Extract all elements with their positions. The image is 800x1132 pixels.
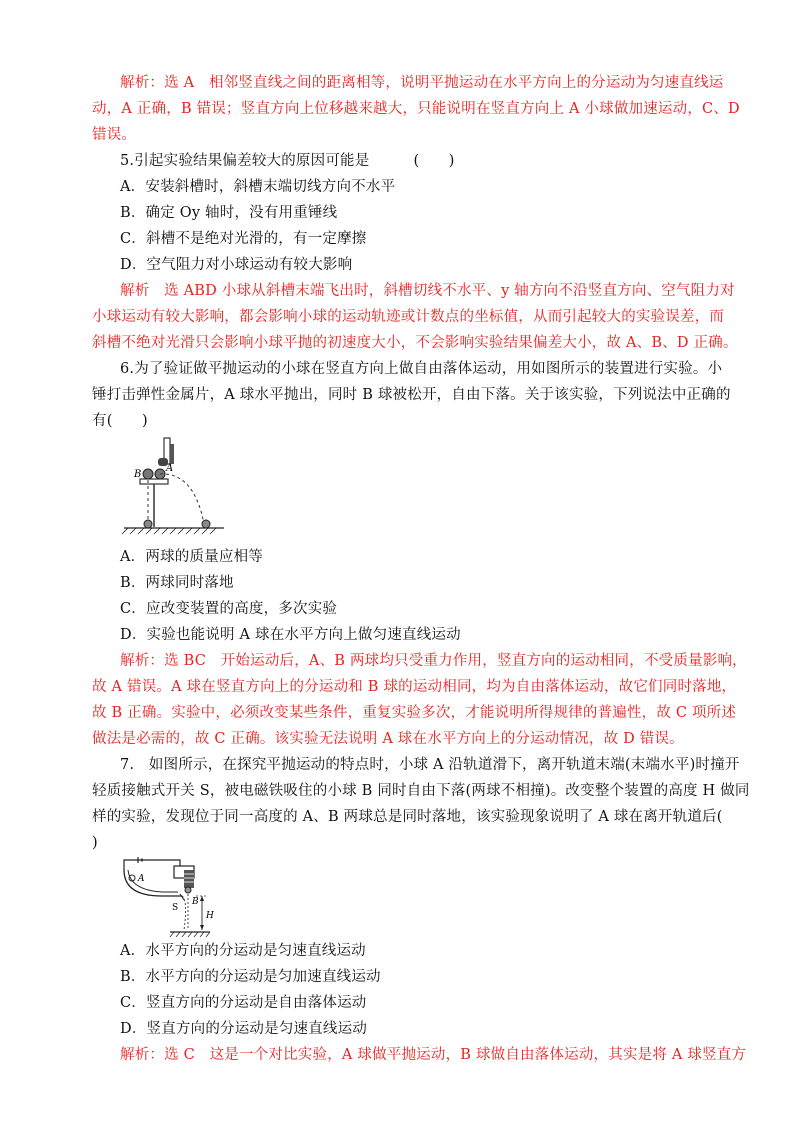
q5-stem: 5.引起实验结果偏差较大的原因可能是 ( ) <box>120 153 455 169</box>
q5-option-c: C．斜槽不是绝对光滑的，有一定摩擦 <box>120 231 367 247</box>
q6-option-b: B．两球同时落地 <box>120 575 234 591</box>
q4-analysis-line-3: 错误。 <box>92 127 137 143</box>
q5-analysis-line-2: 小球运动有较大影响，都会影响小球的运动轨迹或计数点的坐标值，从而引起较大的实验误差，而 <box>92 309 725 325</box>
q6-stem-line-1: 6.为了验证做平抛运动的小球在竖直方向上做自由落体运动，用如图所示的装置进行实验。小 <box>120 361 723 377</box>
q6-stem-line-3: 有( ) <box>92 413 148 429</box>
q7-stem-line-4: ) <box>92 835 98 851</box>
document-page <box>92 70 750 1068</box>
q6-analysis-line-2: 故 A 错误。A 球在竖直方向上的分运动和 B 球的运动相同，均为自由落体运动，故它们同时落地， <box>92 679 737 695</box>
q7-stem-line-2: 轻质接触式开关 S，被电磁铁吸住的小球 B 同时自由下落(两球不相撞)。改变整个装置的高度 H 做同 <box>92 783 750 799</box>
q7-option-b: B．水平方向的分运动是匀加速直线运动 <box>120 969 381 985</box>
q5-option-d: D．空气阻力对小球运动有较大影响 <box>120 257 353 273</box>
q7-option-a: A．水平方向的分运动是匀速直线运动 <box>120 943 366 959</box>
q7-option-d: D．竖直方向的分运动是匀速直线运动 <box>120 1021 368 1037</box>
q6-apparatus-diagram <box>114 434 254 544</box>
q7-stem-line-1: 7. 如图所示，在探究平抛运动的特点时，小球 A 沿轨道滑下，离开轨道末端(末端水平)时撞开 <box>120 757 740 773</box>
q7-apparatus-diagram <box>118 856 248 938</box>
q6-figure <box>92 434 712 544</box>
q7-stem-line-3: 样的实验，发现位于同一高度的 A、B 两球总是同时落地，该实验现象说明了 A 球在离开轨道后( <box>92 809 723 825</box>
q6-option-d: D．实验也能说明 A 球在水平方向上做匀速直线运动 <box>120 627 461 643</box>
q6-option-c: C．应改变装置的高度，多次实验 <box>120 601 338 617</box>
q5-analysis-line-3: 斜槽不绝对光滑只会影响小球平抛的初速度大小，不会影响实验结果偏差大小，故 A、B、D 正确。 <box>92 335 738 351</box>
q5-analysis-line-1: 解析 选 ABD 小球从斜槽末端飞出时，斜槽切线不水平、y 轴方向不沿竖直方向、空气阻力对 <box>120 283 735 299</box>
q6-label-a: A <box>166 463 174 474</box>
q7-option-c: C．竖直方向的分运动是自由落体运动 <box>120 995 367 1011</box>
q4-analysis-line-1: 解析：选 A 相邻竖直线之间的距离相等，说明平抛运动在水平方向上的分运动为匀速直线运 <box>120 75 724 91</box>
q6-analysis-line-3: 故 B 正确。实验中，必须改变某些条件，重复实验多次，才能说明所得规律的普遍性，故 C 项所述 <box>92 705 737 721</box>
q7-analysis-line-1: 解析：选 C 这是一个对比实验，A 球做平抛运动，B 球做自由落体运动，其实是将 A 球竖直方 <box>120 1047 747 1063</box>
q7-figure <box>92 856 712 938</box>
q7-label-a: A <box>138 874 145 884</box>
q6-analysis-line-4: 做法是必需的，故 C 正确。该实验无法说明 A 球在水平方向上的分运动情况，故 D 错误。 <box>92 731 684 747</box>
q5-option-b: B．确定 Oy 轴时，没有用重锤线 <box>120 205 338 221</box>
q7-label-h: H <box>206 911 214 921</box>
q7-label-b: B <box>192 897 199 907</box>
q5-option-a: A．安装斜槽时，斜槽末端切线方向不水平 <box>120 179 396 195</box>
q6-stem-line-2: 锤打击弹性金属片，A 球水平抛出，同时 B 球被松开，自由下落。关于该实验，下列说法中正确的 <box>92 387 731 403</box>
q7-label-s: S <box>172 903 179 913</box>
q6-analysis-line-1: 解析：选 BC 开始运动后，A、B 两球均只受重力作用，竖直方向的运动相同，不受质量影响， <box>120 653 747 669</box>
q4-analysis-line-2: 动，A 正确，B 错误；竖直方向上位移越来越大，只能说明在竖直方向上 A 小球做加速运动，C、D <box>92 101 740 117</box>
q6-label-b: B <box>134 469 142 480</box>
q6-option-a: A．两球的质量应相等 <box>120 549 263 565</box>
